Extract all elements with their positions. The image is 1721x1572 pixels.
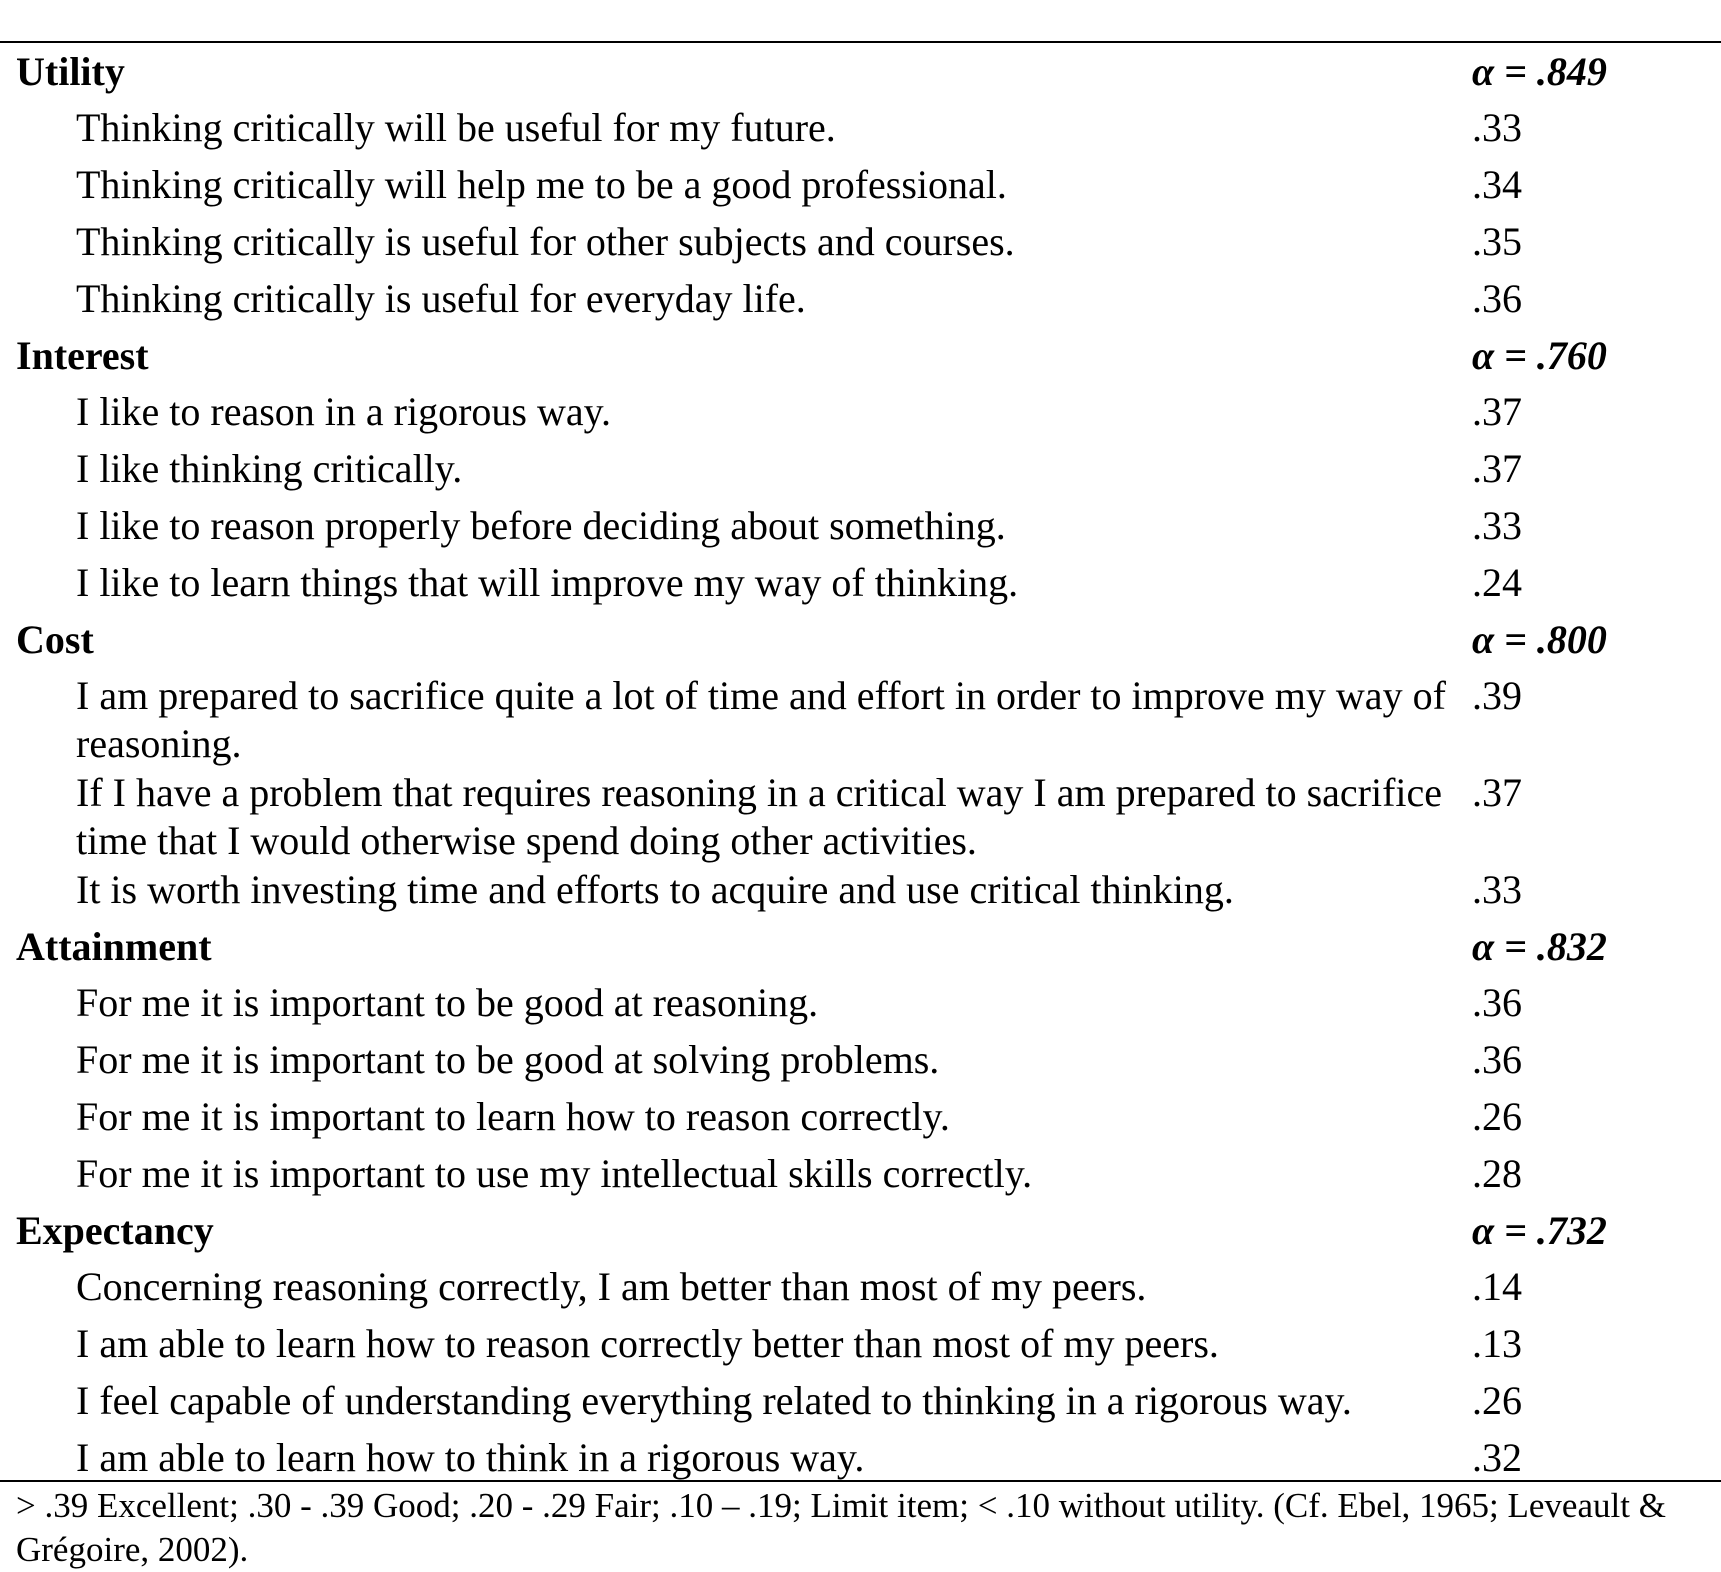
table-row	[0, 862, 1721, 919]
item-text: Concerning reasoning correctly, I am better than most of my peers.	[76, 1264, 1147, 1309]
group-alpha: α = .732	[1472, 1208, 1607, 1253]
item-value: .36	[1472, 276, 1522, 321]
item-text: I like thinking critically.	[76, 446, 463, 491]
item-value: .14	[1472, 1264, 1522, 1309]
group-alpha: α = .760	[1472, 333, 1607, 378]
group-title: Cost	[16, 617, 94, 662]
item-value: .37	[1472, 446, 1522, 491]
table-row	[0, 1089, 1721, 1146]
item-value: .33	[1472, 867, 1522, 912]
group-title: Interest	[16, 333, 149, 378]
item-value: .36	[1472, 1037, 1522, 1082]
item-text: I like to reason in a rigorous way.	[76, 389, 612, 434]
table-row	[0, 668, 1721, 765]
group-header	[0, 44, 1721, 100]
group-alpha: α = .849	[1472, 49, 1607, 94]
item-value: .33	[1472, 503, 1522, 548]
table-row	[0, 1032, 1721, 1089]
item-value: .26	[1472, 1094, 1522, 1139]
item-text: For me it is important to be good at reasoning.	[76, 980, 819, 1025]
item-text: Thinking critically is useful for everyday life.	[76, 276, 806, 321]
item-text: For me it is important to be good at solving problems.	[76, 1037, 940, 1082]
group-expectancy	[0, 1203, 1721, 1487]
group-header	[0, 612, 1721, 668]
item-value: .36	[1472, 980, 1522, 1025]
group-header	[0, 919, 1721, 975]
item-text: I am prepared to sacrifice quite a lot of time and effort in order to improve my way of reasoning.	[76, 673, 1446, 766]
group-title: Attainment	[16, 924, 212, 969]
table-row	[0, 214, 1721, 271]
item-text: Thinking critically will help me to be a good professional.	[76, 162, 1007, 207]
table-footnote: > .39 Excellent; .30 - .39 Good; .20 - .29 Fair; .10 – .19; Limit item; < .10 without utility. (Cf. Ebel, 1965; Leveault & Grégoire, 2002).	[16, 1486, 1666, 1569]
group-title: Utility	[16, 49, 125, 94]
item-value: .37	[1472, 389, 1522, 434]
item-value: .37	[1472, 770, 1522, 815]
item-value: .33	[1472, 105, 1522, 150]
item-text: It is worth investing time and efforts to acquire and use critical thinking.	[76, 867, 1234, 912]
item-value: .24	[1472, 560, 1522, 605]
item-text: For me it is important to learn how to reason correctly.	[76, 1094, 950, 1139]
item-text: I feel capable of understanding everything related to thinking in a rigorous way.	[76, 1378, 1352, 1423]
item-text: For me it is important to use my intellectual skills correctly.	[76, 1151, 1033, 1196]
item-text: Thinking critically will be useful for my future.	[76, 105, 836, 150]
group-utility	[0, 44, 1721, 328]
table-top-rule	[0, 41, 1721, 43]
table-row	[0, 1373, 1721, 1430]
table-row	[0, 384, 1721, 441]
item-value: .34	[1472, 162, 1522, 207]
item-value: .13	[1472, 1321, 1522, 1366]
item-discrimination-table	[0, 44, 1721, 1487]
table-row	[0, 765, 1721, 862]
item-value: .32	[1472, 1435, 1522, 1480]
table-row	[0, 498, 1721, 555]
table-row	[0, 1259, 1721, 1316]
table-row	[0, 100, 1721, 157]
item-text: I am able to learn how to think in a rigorous way.	[76, 1435, 865, 1480]
item-value: .28	[1472, 1151, 1522, 1196]
group-attainment	[0, 919, 1721, 1203]
item-text: If I have a problem that requires reasoning in a critical way I am prepared to sacrifice time that I would otherwise spend doing other activities.	[76, 770, 1443, 863]
group-header	[0, 1203, 1721, 1259]
group-alpha: α = .832	[1472, 924, 1607, 969]
table-row	[0, 975, 1721, 1032]
group-interest	[0, 328, 1721, 612]
table-row	[0, 1146, 1721, 1203]
table-row	[0, 271, 1721, 328]
item-text: I like to reason properly before deciding about something.	[76, 503, 1006, 548]
table-row	[0, 1430, 1721, 1487]
table-row	[0, 441, 1721, 498]
group-cost	[0, 612, 1721, 919]
table-row	[0, 157, 1721, 214]
item-value: .39	[1472, 673, 1522, 718]
table-bottom-rule	[0, 1480, 1721, 1482]
group-header	[0, 328, 1721, 384]
item-text: I am able to learn how to reason correctly better than most of my peers.	[76, 1321, 1219, 1366]
item-value: .35	[1472, 219, 1522, 264]
group-title: Expectancy	[16, 1208, 214, 1253]
item-text: Thinking critically is useful for other subjects and courses.	[76, 219, 1015, 264]
group-alpha: α = .800	[1472, 617, 1607, 662]
table-row	[0, 1316, 1721, 1373]
item-value: .26	[1472, 1378, 1522, 1423]
item-text: I like to learn things that will improve my way of thinking.	[76, 560, 1019, 605]
table-row	[0, 555, 1721, 612]
